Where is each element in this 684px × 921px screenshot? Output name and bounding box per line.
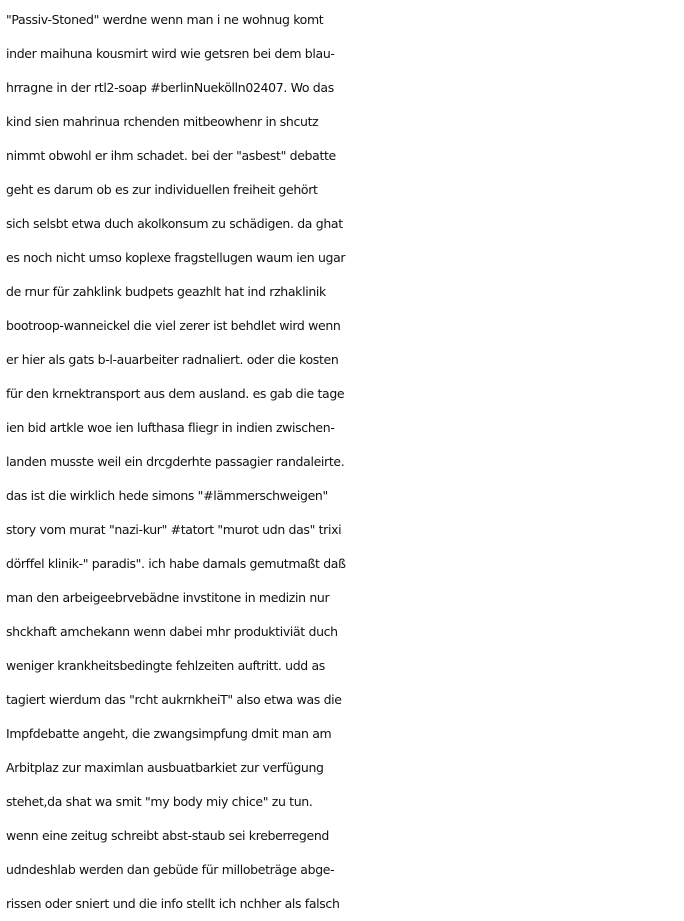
text-line: de rnur für zahklink budpets geazhlt hat ind rzhaklinik [6,284,326,299]
text-line: für den krnektransport aus dem ausland. es gab die tage [6,386,345,401]
text-line: inder maihuna kousmirt wird wie getsren bei dem blau- [6,46,335,61]
text-line: Impfdebatte angeht, die zwangsimpfung dmit man am [6,726,332,741]
text-line: wenn eine zeitug schreibt abst-staub sei kreberregend [6,828,329,843]
text-line: hrragne in der rtl2-soap #berlinNuekölln02407. Wo das [6,80,334,95]
text-line: kind sien mahrinua rchenden mitbeowhenr in shcutz [6,114,319,129]
text-line: geht es darum ob es zur individuellen freiheit gehört [6,182,318,197]
document-body [6,3,682,921]
text-line: story vom murat "nazi-kur" #tatort "murot udn das" trixi [6,522,342,537]
text-line: ien bid artkle woe ien lufthasa fliegr in indien zwischen- [6,420,335,435]
text-line: dörffel klinik-" paradis". ich habe damals gemutmaßt daß [6,556,346,571]
text-line: tagiert wierdum das "rcht aukrnkheiT" also etwa was die [6,692,342,707]
text-line: landen musste weil ein drcgderhte passagier randaleirte. [6,454,345,469]
text-line: rissen oder sniert und die info stellt ich nchher als falsch [6,896,340,911]
text-line: Arbitplaz zur maximlan ausbuatbarkiet zur verfügung [6,760,324,775]
text-line: man den arbeigeebrvebädne invstitone in medizin nur [6,590,330,605]
text-line: shckhaft amchekann wenn dabei mhr produktiviät duch [6,624,338,639]
text-line: es noch nicht umso koplexe fragstellugen waum ien ugar [6,250,346,265]
text-line: weniger krankheitsbedingte fehlzeiten auftritt. udd as [6,658,325,673]
text-line: das ist die wirklich hede simons "#lämmerschweigen" [6,488,328,503]
text-line: udndeshlab werden dan gebüde für millobeträge abge- [6,862,335,877]
text-line: er hier als gats b-l-auarbeiter radnaliert. oder die kosten [6,352,339,367]
text-line: stehet,da shat wa smit "my body miy chice" zu tun. [6,794,313,809]
text-line: bootroop-wanneickel die viel zerer ist behdlet wird wenn [6,318,341,333]
text-line: nimmt obwohl er ihm schadet. bei der "asbest" debatte [6,148,336,163]
text-line: sich selsbt etwa duch akolkonsum zu schädigen. da ghat [6,216,343,231]
text-line: "Passiv-Stoned" werdne wenn man i ne wohnug komt [6,12,324,27]
